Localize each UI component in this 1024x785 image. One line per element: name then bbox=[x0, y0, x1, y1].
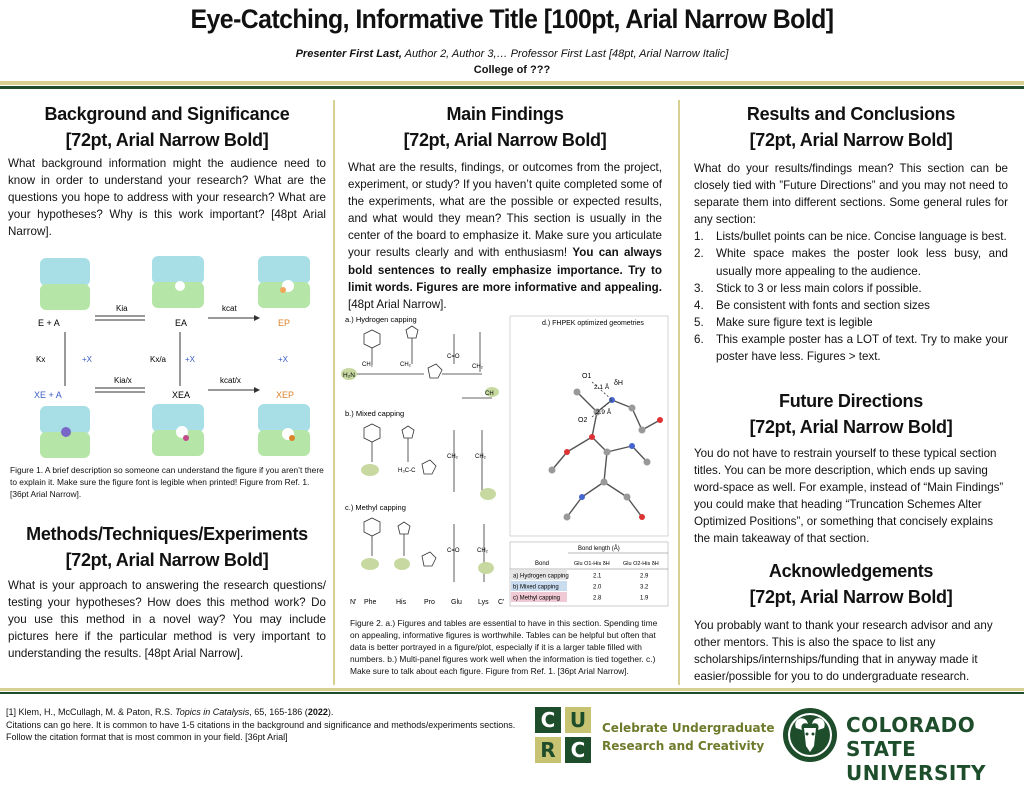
rule-item bbox=[694, 280, 1008, 297]
background-title-line2: [72pt, Arial Narrow Bold] bbox=[65, 130, 269, 150]
acknowledgements-title-line2: [72pt, Arial Narrow Bold] bbox=[749, 587, 953, 607]
panel-a-label: a.) Hydrogen capping bbox=[345, 315, 417, 324]
rule-item bbox=[694, 297, 1008, 314]
bond-table bbox=[510, 542, 668, 606]
svg-text:CH₂: CH₂ bbox=[400, 362, 411, 368]
citation-volume: , 65, 165-186 ( bbox=[249, 707, 308, 717]
enzyme-xep bbox=[258, 404, 310, 456]
label-kxa: Kx/a bbox=[150, 355, 167, 364]
rule-item bbox=[694, 228, 1008, 245]
college-name: College of ??? bbox=[473, 64, 551, 76]
acknowledgements-title-line1: Acknowledgements bbox=[768, 561, 934, 581]
curc-logo-tiles bbox=[535, 707, 593, 765]
label-plus-x-3: +X bbox=[278, 355, 289, 364]
rule-text: Stick to 3 or less main colors if possible. bbox=[716, 281, 922, 295]
findings-section bbox=[348, 101, 662, 313]
figure-2 bbox=[342, 312, 672, 614]
figure-1-scheme bbox=[30, 248, 320, 463]
footer-rule-gold bbox=[0, 688, 1024, 691]
species-xea: XEA bbox=[172, 390, 191, 400]
results-title-line2: [72pt, Arial Narrow Bold] bbox=[749, 130, 953, 150]
label-plus-x-2: +X bbox=[185, 355, 196, 364]
future-title-line2: [72pt, Arial Narrow Bold] bbox=[749, 417, 953, 437]
species-e-a: E + A bbox=[38, 318, 60, 328]
atom-o2: O2 bbox=[578, 417, 588, 424]
findings-title bbox=[348, 101, 662, 153]
results-rules-list bbox=[694, 228, 1008, 365]
figure-2-caption: Figure 2. a.) Figures and tables are essential to have in this section. Spending time on appealing, informative figures is worthwhile. Tables can be helpful but often that data is better portrayed in a figure/plot, especially if it is a larger table filled with numbers. b.) Multi-panel figures work well when the information is tied together. c.) Make sure to talk about each figure. Figure from Ref. 1. [36pt Arial Narrow]. bbox=[350, 618, 658, 676]
csu-wordmark bbox=[846, 713, 1024, 785]
enzyme-ea bbox=[152, 256, 204, 308]
table-group-header: Bond length (Å) bbox=[578, 546, 620, 552]
panel-d-label: d.) FHPEK optimized geometries bbox=[542, 320, 644, 327]
curc-tile-c1: C bbox=[535, 707, 561, 733]
figure-1-caption: Figure 1. A brief description so someone can understand the figure if you aren’t there to explain it. Make sure the figure font is legible when printed! Figure from Ref. 1. [36pt Arial Narrow]. bbox=[10, 465, 324, 499]
residue-phe: Phe bbox=[364, 599, 377, 606]
future-title bbox=[694, 388, 1008, 440]
acknowledgements-section bbox=[694, 558, 1008, 685]
findings-body-bold: You can always bold sentences to really emphasize importance. Try to limit words. Figures are more informative and appealing. bbox=[348, 246, 662, 294]
curc-line2: Research and Creativity bbox=[602, 739, 765, 753]
enzyme-xea bbox=[152, 404, 204, 456]
label-kiax: Kia/x bbox=[114, 376, 132, 385]
panel-d-frame bbox=[510, 316, 668, 536]
label-kcat: kcat bbox=[222, 304, 237, 313]
curc-line1: Celebrate Undergraduate bbox=[602, 721, 775, 735]
table-cell-value: 3.2 bbox=[640, 584, 649, 591]
species-xep: XEP bbox=[276, 390, 295, 400]
curc-wordmark bbox=[602, 719, 775, 755]
rule-text: White space makes the poster look less busy, and usually more appealing to the audience. bbox=[716, 247, 1008, 278]
methods-body: What is your approach to answering the research questions/ testing your hypotheses? How does this method work? Do you use this method in a novel way? You may include pictures here if the particular method is very important to understanding the results. [48pt Arial Narrow]. bbox=[8, 579, 326, 661]
rule-number: 5. bbox=[694, 315, 704, 329]
future-title-line1: Future Directions bbox=[779, 391, 923, 411]
acknowledgements-body: You probably want to thank your research advisor and any other mentors. This is also the space to list any scholarships/internships/funding that in anyway made it easier/possible for you to do undergraduate research. bbox=[694, 619, 993, 684]
panel-b-label: b.) Mixed capping bbox=[345, 409, 405, 418]
table-cell-bond: c) Methyl capping bbox=[513, 595, 561, 602]
results-body: What do your results/findings mean? This section can be closely tied with ”Future Directions” and you may not need to separate them into different sections. Some general rules for any section: bbox=[694, 162, 1008, 227]
csu-line2: UNIVERSITY bbox=[846, 761, 986, 785]
rule-number: 1. bbox=[694, 230, 704, 244]
methods-title-line1: Methods/Techniques/Experiments bbox=[26, 524, 308, 544]
csu-line1: COLORADO STATE bbox=[846, 713, 976, 761]
table-col-2: Glu O2-His δH bbox=[623, 561, 659, 567]
citation-note: Citations can go here. It is common to have 1-5 citations in the background and significance and methods/experiments sections. Follow the citation format that is most common in your field. [36pt Arial] bbox=[6, 719, 516, 742]
table-col-1: Glu O1-His δH bbox=[574, 561, 610, 567]
table-cell-value: 2.8 bbox=[593, 595, 602, 602]
csu-ram-logo-icon bbox=[782, 706, 838, 764]
header-rule-green bbox=[0, 86, 1024, 89]
author-line bbox=[0, 48, 1024, 60]
svg-text:CH₂: CH₂ bbox=[475, 454, 486, 460]
future-section bbox=[694, 388, 1008, 548]
citations bbox=[6, 706, 526, 744]
table-cell-value: 2.1 bbox=[593, 573, 602, 580]
rule-text: Make sure figure text is legible bbox=[716, 315, 873, 329]
residue-n: N' bbox=[350, 599, 357, 606]
svg-text:CH₂: CH₂ bbox=[362, 362, 373, 368]
distance-1: 2.1 Å bbox=[594, 384, 610, 391]
findings-body-tail: [48pt Arial Narrow]. bbox=[348, 297, 447, 311]
other-authors: Author 2, Author 3,… Professor First Last [48pt, Arial Narrow Italic] bbox=[401, 48, 729, 60]
residue-c: C' bbox=[498, 599, 505, 606]
acknowledgements-title bbox=[694, 558, 1008, 610]
species-xe-a: XE + A bbox=[34, 390, 62, 400]
enzyme-xe bbox=[40, 406, 90, 458]
table-cell-bond: a) Hydrogen capping bbox=[513, 573, 569, 580]
findings-title-line1: Main Findings bbox=[446, 104, 564, 124]
results-title-line1: Results and Conclusions bbox=[746, 104, 956, 124]
presenter-name: Presenter First Last, bbox=[295, 48, 402, 60]
svg-text:H₃C-C: H₃C-C bbox=[398, 468, 416, 474]
citation-journal: Topics in Catalysis bbox=[175, 707, 250, 717]
distance-2: 2.9 Å bbox=[596, 409, 612, 416]
citation-authors: [1] Klem, H., McCullagh, M. & Paton, R.S. bbox=[6, 707, 176, 717]
label-kx: Kx bbox=[36, 355, 46, 364]
label-kcatx: kcat/x bbox=[220, 376, 241, 385]
methods-section bbox=[8, 521, 326, 662]
panel-c-structure bbox=[361, 518, 494, 582]
panel-b-structure bbox=[361, 424, 496, 500]
enzyme-ep bbox=[258, 256, 310, 308]
methods-title-line2: [72pt, Arial Narrow Bold] bbox=[65, 550, 269, 570]
svg-text:CH₂: CH₂ bbox=[472, 364, 483, 370]
table-cell-value: 1.9 bbox=[640, 595, 649, 602]
results-title bbox=[694, 101, 1008, 153]
label-kia: Kia bbox=[116, 304, 128, 313]
rule-text: Lists/bullet points can be nice. Concise language is best. bbox=[716, 230, 1007, 244]
atom-h: δH bbox=[614, 380, 623, 387]
rule-item bbox=[694, 314, 1008, 331]
footer-rule-green bbox=[0, 692, 1024, 694]
species-ep: EP bbox=[278, 318, 291, 328]
methods-title bbox=[8, 521, 326, 573]
table-cell-value: 2.0 bbox=[593, 584, 602, 591]
residue-his: His bbox=[396, 599, 407, 606]
rule-number: 3. bbox=[694, 281, 704, 295]
findings-title-line2: [72pt, Arial Narrow Bold] bbox=[403, 130, 607, 150]
svg-text:CH₂: CH₂ bbox=[477, 548, 488, 554]
svg-text:C=O: C=O bbox=[447, 354, 460, 360]
rule-item bbox=[694, 331, 1008, 365]
residue-pro: Pro bbox=[424, 599, 435, 606]
residue-lys: Lys bbox=[478, 599, 489, 606]
citation-year: 2022 bbox=[307, 707, 328, 717]
rule-number: 4. bbox=[694, 298, 704, 312]
atom-o1: O1 bbox=[582, 373, 592, 380]
header-rule-gold bbox=[0, 81, 1024, 85]
background-body: What background information might the audience need to know in order to understand your research? What are the questions you hope to address with your research? What are your hypotheses? Why is this work important? [48pt Arial Narrow]. bbox=[8, 157, 326, 239]
background-title bbox=[8, 101, 326, 153]
table-cell-value: 2.9 bbox=[640, 573, 649, 580]
enzyme-e bbox=[40, 258, 90, 310]
poster-title: Eye-Catching, Informative Title [100pt, Arial Narrow Bold] bbox=[190, 4, 834, 34]
svg-text:H₂N: H₂N bbox=[343, 372, 355, 379]
svg-text:CH₂: CH₂ bbox=[447, 454, 458, 460]
table-cell-bond: b) Mixed capping bbox=[513, 584, 559, 591]
panel-c-label: c.) Methyl capping bbox=[345, 503, 406, 512]
rule-text: Be consistent with fonts and section sizes bbox=[716, 298, 930, 312]
future-body: You do not have to restrain yourself to these typical section titles. You can be more description, which ends up saving word-space as well. For example, instead of “Main Findings” you could make that heading “Truncation Schemes Alter Optimized Positions”, or something that concisely explains the main takeaway of that section. bbox=[694, 447, 1004, 546]
citation-1 bbox=[6, 706, 526, 719]
column-divider-left bbox=[333, 100, 335, 685]
citation-end: ). bbox=[327, 707, 334, 717]
species-ea: EA bbox=[175, 318, 188, 328]
rule-item bbox=[694, 245, 1008, 279]
residue-glu: Glu bbox=[451, 599, 462, 606]
results-section bbox=[694, 101, 1008, 365]
svg-text:CH: CH bbox=[485, 391, 494, 397]
rule-text: This example poster has a LOT of text. Try to make your poster have less. Figures > text. bbox=[716, 332, 1008, 364]
rule-number: 6. bbox=[694, 332, 704, 346]
curc-tile-u: U bbox=[565, 707, 591, 733]
rule-number: 2. bbox=[694, 247, 704, 261]
findings-body bbox=[348, 159, 662, 313]
background-section bbox=[8, 101, 326, 240]
svg-text:C=O: C=O bbox=[447, 548, 460, 554]
column-divider-right bbox=[678, 100, 680, 685]
label-plus-x-1: +X bbox=[82, 355, 93, 364]
findings-body-plain: What are the results, findings, or outcomes from the project, experiment, or study? If you haven’t quite completed some of the experiments, what are the possible or expected results, and what would they mean? This section is usually in the center of the board to emphasize it. Make sure you articulate your results clearly and with enthusiasm! bbox=[348, 161, 662, 260]
background-title-line1: Background and Significance bbox=[44, 104, 290, 124]
curc-tile-c2: C bbox=[565, 737, 591, 763]
table-col-bond: Bond bbox=[535, 561, 550, 567]
curc-tile-r: R bbox=[535, 737, 561, 763]
